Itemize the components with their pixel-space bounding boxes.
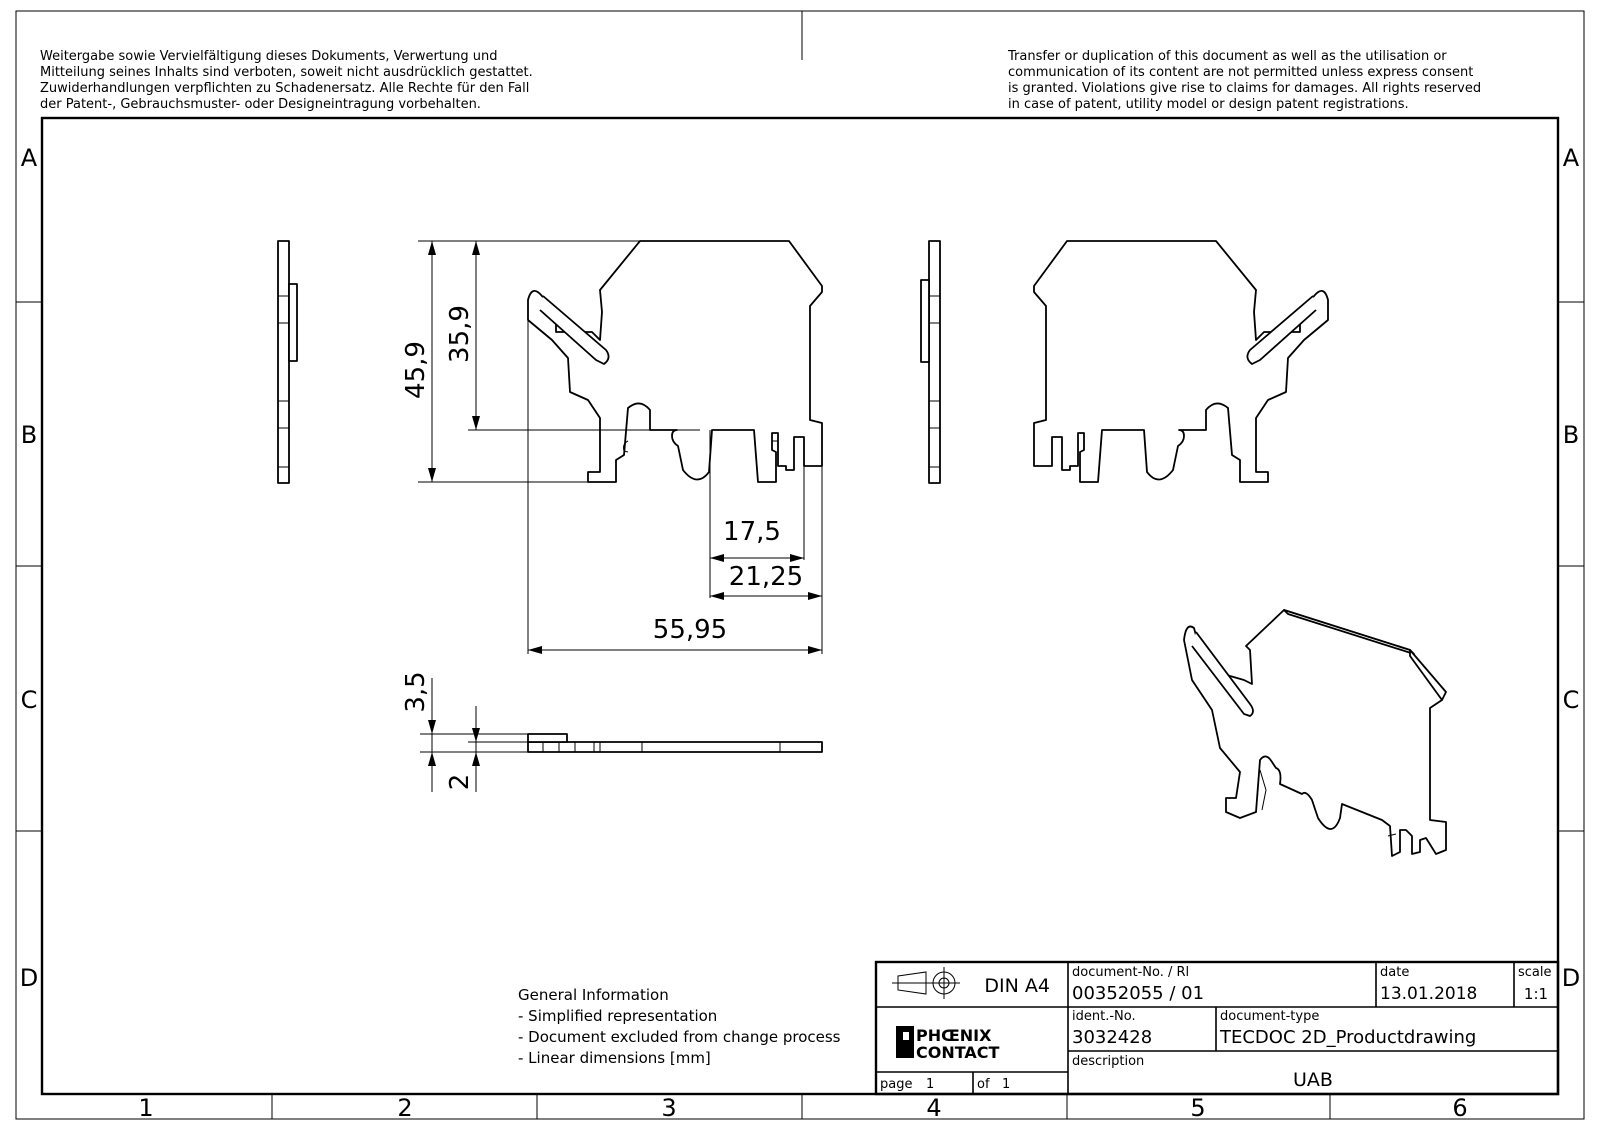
svg-text:Mitteilung seines Inhalts sind: Mitteilung seines Inhalts sind verboten, soweit nicht ausdrücklich gestattet. [40,65,533,80]
dim-width-1: 17,5 [723,517,781,547]
dim-upper-height: 35,9 [445,305,475,363]
notice-english [1007,49,1481,112]
zone-row-d-left: D [19,964,39,992]
zone-row-b-right: B [1562,421,1580,449]
page-value: 1 [926,1077,935,1092]
document-no: 00352055 / 01 [1072,983,1205,1004]
zone-row-b-left: B [20,421,38,449]
zone-row-a-right: A [1562,144,1580,172]
description-label: description [1072,1054,1145,1069]
zone-col-3: 3 [661,1094,677,1122]
general-info-heading: General Information [518,986,669,1004]
isometric-view [1184,610,1446,856]
zone-row-a-left: A [20,144,38,172]
ident-value: 3032428 [1072,1027,1153,1048]
svg-text:CONTACT: CONTACT [916,1043,1000,1062]
scale-label: scale [1518,965,1552,980]
date-label: date [1380,965,1410,980]
of-value: 1 [1002,1077,1011,1092]
front-view-profile [528,241,822,482]
middle-side-view [921,241,940,483]
projection-symbol-icon [892,967,960,999]
svg-text:communication of its content a: communication of its content are not permitted unless express consent [1008,65,1474,80]
zone-row-c-right: C [1562,686,1580,714]
of-label: of [977,1077,990,1092]
dim-width-2: 21,25 [728,562,804,592]
description-value: UAB [1293,1069,1333,1091]
svg-text:PHŒNIX: PHŒNIX [916,1026,992,1045]
page-label: page [880,1077,913,1092]
zone-row-d-right: D [1561,964,1581,992]
zone-col-4: 4 [926,1094,942,1122]
general-info-item: - Simplified representation [518,1007,718,1025]
paper-format: DIN A4 [984,975,1050,997]
dim-thickness-bottom: 2 [445,773,475,791]
date-value: 13.01.2018 [1380,984,1478,1004]
document-no-label: document-No. / Rl [1072,965,1190,980]
svg-text:is granted. Violations give ri: is granted. Violations give rise to claims for damages. All rights reserved [1008,81,1482,96]
ident-label: ident.-No. [1072,1009,1136,1024]
doc-type-label: document-type [1220,1009,1320,1024]
top-view-profile [528,734,822,752]
zone-col-1: 1 [138,1094,154,1122]
general-info-item: - Linear dimensions [mm] [518,1049,711,1067]
dim-total-width: 55,95 [652,615,728,645]
left-side-view [278,241,297,483]
rear-view-profile [1034,241,1328,482]
zone-row-c-left: C [20,686,38,714]
dim-thickness-top: 3,5 [401,671,431,713]
svg-text:Transfer or duplication of thi: Transfer or duplication of this document as well as the utilisation or [1008,49,1447,64]
phoenix-contact-logo [896,1026,1000,1062]
zone-col-6: 6 [1452,1094,1468,1122]
svg-text:in case of patent, utility mod: in case of patent, utility model or design patent registrations. [1008,97,1409,112]
scale-value: 1:1 [1523,985,1549,1003]
notice-german [40,49,533,112]
svg-text:der Patent-, Gebrauchsmuster-: der Patent-, Gebrauchsmuster- oder Designeintragung vorbehalten. [40,97,481,112]
svg-text:Weitergabe sowie Vervielfältig: Weitergabe sowie Vervielfältigung dieses Dokuments, Verwertung und [40,49,498,64]
zone-col-2: 2 [397,1094,413,1122]
doc-type-value: TECDOC 2D_Productdrawing [1220,1027,1477,1048]
svg-text:Zuwiderhandlungen verpflichten: Zuwiderhandlungen verpflichten zu Schadenersatz. Alle Rechte für den Fall [40,81,530,96]
dim-total-height: 45,9 [401,341,431,399]
zone-col-5: 5 [1190,1094,1206,1122]
general-info-item: - Document excluded from change process [518,1028,841,1046]
